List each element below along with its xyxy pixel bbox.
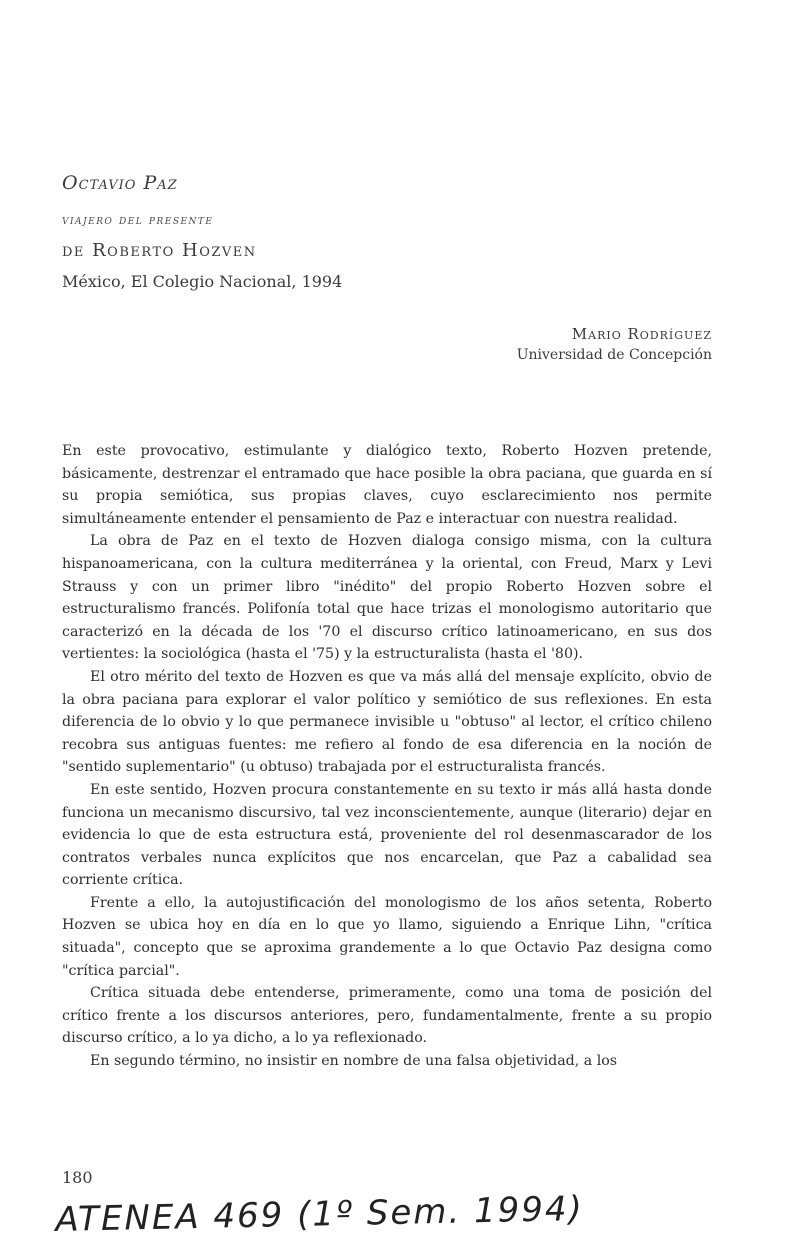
book-publication: México, El Colegio Nacional, 1994 — [62, 272, 343, 291]
reviewer-affiliation: Universidad de Concepción — [516, 347, 712, 363]
body-paragraph: En segundo término, no insistir en nombre de una falsa objetividad, a los — [90, 1053, 618, 1070]
review-body — [62, 440, 712, 1073]
page-number: 180 — [62, 1168, 93, 1187]
body-paragraph: Frente a ello, la autojustificación del monologismo de los años setenta, Roberto Hozven se ubica hoy en día en lo que yo llamo, siguiendo a Enrique Lihn, "crítica situada", concepto que se aproxima grandemente a lo que Octavio Paz designa como "crítica parcial". — [62, 894, 712, 979]
reviewer-name: Mario Rodríguez — [571, 325, 712, 343]
body-paragraph: En este provocativo, estimulante y dialógico texto, Roberto Hozven pretende, básicamente, destrenzar el entramado que hace posible la obra paciana, que guarda en sí su propia semiótica, sus propias claves, cuyo esclarecimiento nos permite simultáneamente entender el pensamiento de Paz e interactuar con nuestra realidad. — [62, 443, 712, 527]
body-paragraph: En este sentido, Hozven procura constantemente en su texto ir más allá hasta donde funciona un mecanismo discursivo, tal vez inconscientemente, aunque (literario) dejar en evidencia lo que de esta estructura está, proveniente del rol desenmascarador de los contratos verbales nunca explícitos que nos encarcelan, que Paz a cabalidad sea corriente crítica. — [62, 781, 712, 889]
book-editor: de Roberto Hozven — [62, 240, 257, 261]
reviewer-block — [517, 325, 712, 363]
book-author: Octavio Paz — [62, 172, 178, 194]
handwritten-note: ATENEA 469 (1º Sem. 1994) — [55, 1188, 585, 1240]
book-title: viajero del presente — [62, 213, 214, 228]
body-paragraph: La obra de Paz en el texto de Hozven dialoga consigo misma, con la cultura hispanoamericana, con la cultura mediterránea y la oriental, con Freud, Marx y Levi Strauss y con un primer libro "inédito" del propio Roberto Hozven sobre el estructuralismo francés. Polifonía total que hace trizas el monologismo autoritario que caracterizó en la década de los '70 el discurso crítico latinoamericano, en sus dos vertientes: la sociológica (hasta el '75) y la estructuralista (hasta el '80). — [62, 533, 712, 663]
body-paragraph: El otro mérito del texto de Hozven es que va más allá del mensaje explícito, obvio de la obra paciana para explorar el valor político y semiótico de sus reflexiones. En esta diferencia de lo obvio y lo que permanece invisible u "obtuso" al lector, el crítico chileno recobra sus antiguas fuentes: me refiero al fondo de esa diferencia en la noción de "sentido suplementario" (u obtuso) trabajada por el estructuralista francés. — [62, 668, 712, 776]
body-paragraph: Crítica situada debe entenderse, primeramente, como una toma de posición del crítico frente a los discursos anteriores, pero, fundamentalmente, frente a su propio discurso crítico, a lo ya dicho, a lo ya reflexionado. — [62, 985, 712, 1047]
